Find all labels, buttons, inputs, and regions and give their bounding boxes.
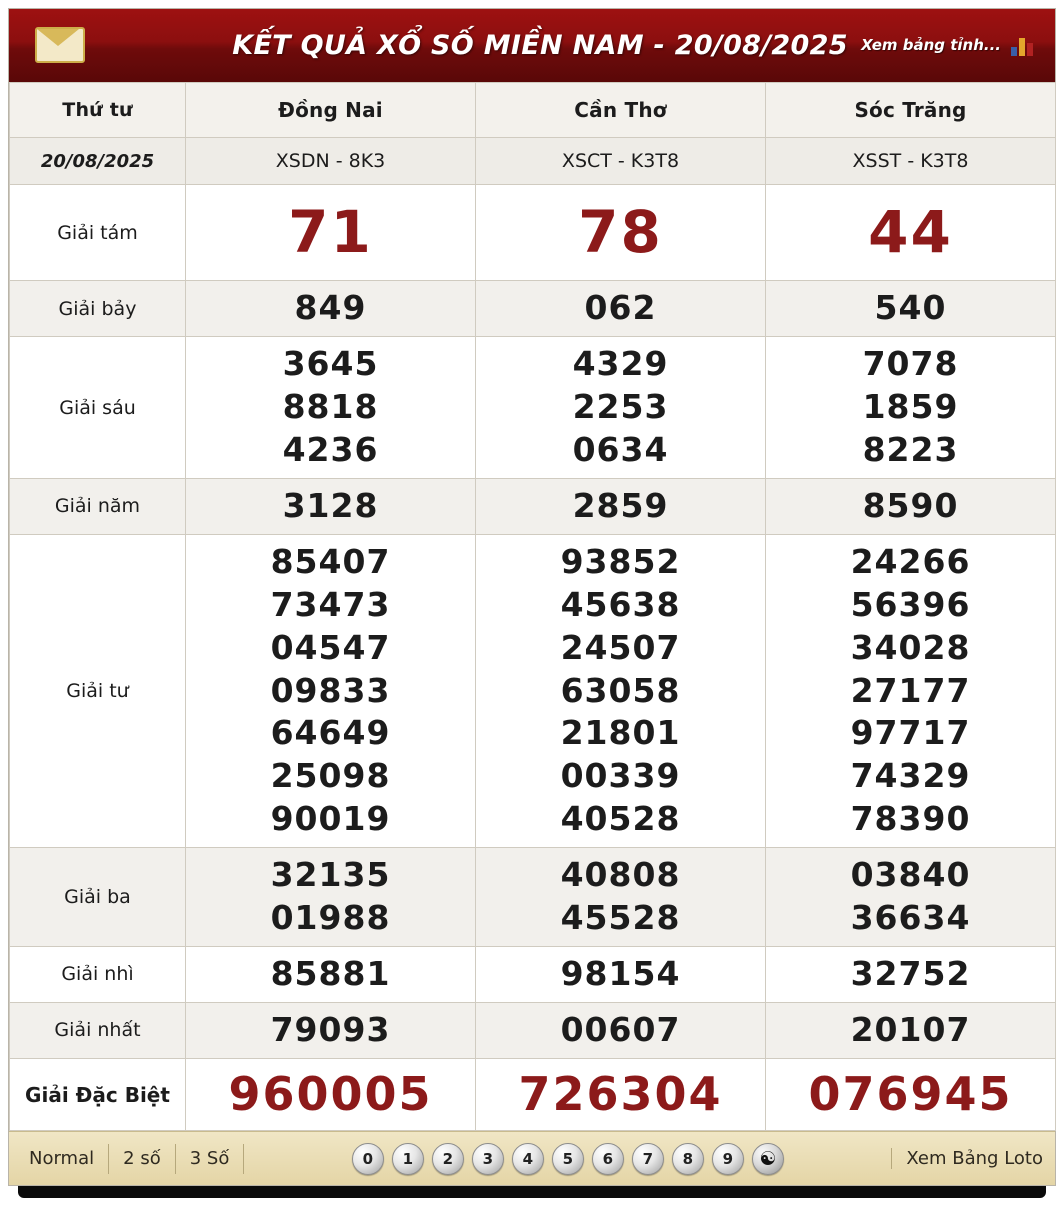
table-row [10,1058,1056,1131]
prize-number: 78 [578,198,663,266]
footer-toolbar [9,1131,1055,1185]
prize-number: 25098 [270,756,391,796]
prize-number: 3645 [282,344,379,384]
prize-values [766,185,1056,281]
prize-number: 71 [288,198,373,266]
prize-number: 24507 [560,627,681,667]
prize-number: 90019 [270,799,391,839]
prize-number: 27177 [850,670,971,710]
prize-number: 1859 [862,387,959,427]
digit-ball-3[interactable]: 3 [472,1143,504,1175]
prize-values [186,478,476,534]
prize-values [476,337,766,479]
prize-number: 21801 [560,713,681,753]
prize-values [476,534,766,847]
digit-ball-9[interactable]: 9 [712,1143,744,1175]
province-header-0[interactable]: Đồng Nai [186,83,476,138]
province-header-2[interactable]: Sóc Trăng [766,83,1056,138]
prize-label: Giải tám [10,185,186,281]
prize-values [186,337,476,479]
prize-values [766,1002,1056,1058]
digit-ball-2[interactable]: 2 [432,1143,464,1175]
prize-label: Giải Đặc Biệt [10,1058,186,1131]
mode-button-normal[interactable]: Normal [21,1144,109,1174]
prize-values [476,1002,766,1058]
table-row [10,1002,1056,1058]
digit-ball-8[interactable]: 8 [672,1143,704,1175]
prize-values [476,946,766,1002]
digit-ball-5[interactable]: 5 [552,1143,584,1175]
prize-label: Giải tư [10,534,186,847]
prize-number: 34028 [850,627,971,667]
prize-values [766,337,1056,479]
table-row [10,185,1056,281]
prize-number: 20107 [850,1009,971,1049]
table-row [10,946,1056,1002]
prize-number: 85881 [270,953,391,993]
prize-number: 98154 [560,953,681,993]
mail-icon [35,27,85,63]
prize-values [766,478,1056,534]
prize-values [186,1058,476,1131]
prize-values [766,946,1056,1002]
prize-number: 8223 [862,430,959,470]
yin-yang-icon[interactable]: ☯ [752,1143,784,1175]
draw-date: 20/08/2025 [10,138,186,185]
prize-number: 0634 [572,430,669,470]
digit-filter-group[interactable] [244,1143,891,1175]
prize-values [476,478,766,534]
province-code-1: XSCT - K3T8 [476,138,766,185]
prize-number: 4329 [572,344,669,384]
prize-values [186,281,476,337]
digit-ball-0[interactable]: 0 [352,1143,384,1175]
prize-number: 40808 [560,855,681,895]
prize-number: 01988 [270,897,391,937]
prize-number: 960005 [228,1066,433,1121]
prize-number: 7078 [862,344,959,384]
prize-number: 79093 [270,1009,391,1049]
view-province-table-link[interactable]: Xem bảng tỉnh... [861,36,1001,54]
prize-number: 36634 [850,897,971,937]
table-header-row [10,83,1056,138]
prize-values [766,848,1056,947]
digit-ball-4[interactable]: 4 [512,1143,544,1175]
prize-number: 93852 [560,541,681,581]
header-actions[interactable] [861,34,1037,56]
prize-number: 3128 [282,485,379,525]
prize-values [766,534,1056,847]
prize-number: 74329 [850,756,971,796]
weekday-label: Thứ tư [10,83,186,138]
prize-number: 849 [294,288,367,328]
province-code-0: XSDN - 8K3 [186,138,476,185]
prize-number: 2859 [572,485,669,525]
prize-label: Giải nhì [10,946,186,1002]
prize-label: Giải sáu [10,337,186,479]
table-row [10,337,1056,479]
digit-ball-1[interactable]: 1 [392,1143,424,1175]
prize-label: Giải bảy [10,281,186,337]
digit-ball-7[interactable]: 7 [632,1143,664,1175]
prize-number: 64649 [270,713,391,753]
prize-number: 97717 [850,713,971,753]
page-header [9,9,1055,82]
prize-values [766,1058,1056,1131]
prize-number: 45638 [560,584,681,624]
prize-number: 85407 [270,541,391,581]
prize-values [476,281,766,337]
prize-number: 8590 [862,485,959,525]
prize-label: Giải năm [10,478,186,534]
result-card [8,8,1056,1186]
province-code-2: XSST - K3T8 [766,138,1056,185]
prize-values [186,185,476,281]
province-header-1[interactable]: Cần Thơ [476,83,766,138]
prize-number: 00607 [560,1009,681,1049]
table-row [10,478,1056,534]
table-row [10,848,1056,947]
prize-number: 78390 [850,799,971,839]
prize-number: 56396 [850,584,971,624]
view-loto-table-button[interactable]: Xem Bảng Loto [891,1148,1043,1169]
prize-number: 00339 [560,756,681,796]
prize-values [186,946,476,1002]
prize-label: Giải ba [10,848,186,947]
prize-values [476,848,766,947]
prize-number: 03840 [850,855,971,895]
prize-number: 726304 [518,1066,723,1121]
prize-number: 540 [874,288,947,328]
prize-number: 09833 [270,670,391,710]
table-row [10,534,1056,847]
table-row [10,281,1056,337]
prize-values [766,281,1056,337]
digit-ball-6[interactable]: 6 [592,1143,624,1175]
prize-values [186,848,476,947]
prize-number: 4236 [282,430,379,470]
table-code-row [10,138,1056,185]
mode-button-3so[interactable]: 3 Số [176,1144,245,1174]
results-table [9,82,1056,1131]
prize-values [186,534,476,847]
bottom-edge [0,1186,1064,1208]
prize-number: 32135 [270,855,391,895]
prize-number: 2253 [572,387,669,427]
prize-label: Giải nhất [10,1002,186,1058]
prize-number: 73473 [270,584,391,624]
prize-number: 04547 [270,627,391,667]
prize-number: 44 [868,198,953,266]
prize-number: 40528 [560,799,681,839]
prize-number: 8818 [282,387,379,427]
prize-values [476,1058,766,1131]
prize-number: 24266 [850,541,971,581]
prize-number: 076945 [808,1066,1013,1121]
prize-number: 45528 [560,897,681,937]
bar-chart-icon[interactable] [1011,34,1037,56]
prize-number: 63058 [560,670,681,710]
page-title: KẾT QUẢ XỔ SỐ MIỀN NAM - 20/08/2025 [232,29,848,61]
mode-button-2so[interactable]: 2 số [109,1144,176,1174]
prize-number: 062 [584,288,657,328]
prize-values [186,1002,476,1058]
prize-number: 32752 [850,953,971,993]
prize-values [476,185,766,281]
